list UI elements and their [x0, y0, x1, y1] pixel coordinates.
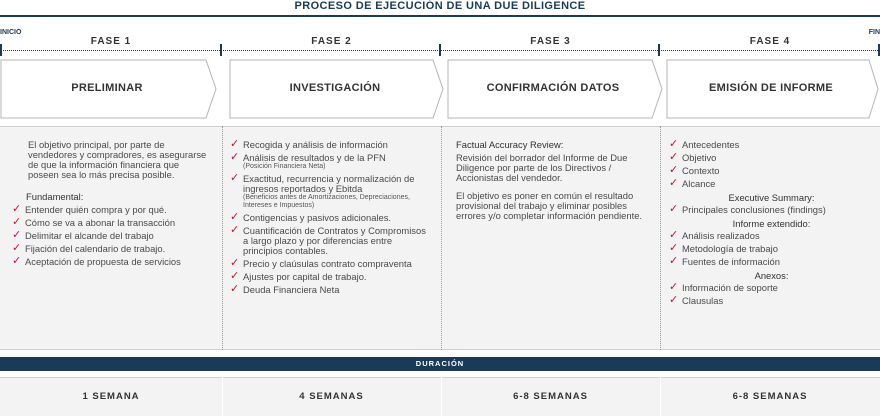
- list-item: ✓ Metodología de trabajo: [669, 242, 778, 254]
- list-item: ✓ Precio y claúsulas contrato compraventa: [230, 257, 412, 269]
- phase-4-duration: 6-8 SEMANAS: [732, 391, 808, 402]
- phase-1-name: PRELIMINAR: [71, 82, 143, 94]
- phase-3-paragraph-1: Revisión del borrador del Informe de Due Diligence por parte de los Directivos / Accionistas del vendedor.: [456, 152, 628, 183]
- check-icon: ✓: [669, 255, 679, 267]
- phase-1-header: FASE 1: [90, 36, 132, 47]
- check-icon: ✓: [12, 216, 22, 228]
- phase-3-paragraph-2: El objetivo es poner en común el resultado provisional del trabajo y eliminar posibles errores y/o completar información pendiente.: [456, 190, 643, 221]
- check-icon: ✓: [669, 294, 679, 306]
- list-item: ✓ Fijación del calendario de trabajo.: [12, 242, 166, 254]
- diagram-title: PROCESO DE EJECUCIÓN DE UNA DUE DILIGENCE: [294, 0, 586, 12]
- list-item: ✓ Delimitar el alcande del trabajo: [12, 229, 154, 241]
- phase-4-details: [669, 140, 874, 306]
- phase-4-name: EMISIÓN DE INFORME: [709, 82, 833, 94]
- check-icon: ✓: [669, 177, 679, 189]
- check-icon: ✓: [230, 138, 240, 150]
- list-item: ✓ Clausulas: [669, 294, 724, 306]
- check-icon: ✓: [669, 138, 679, 150]
- phase-2-name: INVESTIGACIÓN: [289, 82, 381, 94]
- phase-3-header: FASE 3: [530, 36, 571, 47]
- list-item: ✓ Información de soporte: [669, 281, 778, 293]
- list-item: ✓ Exactitud, recurrencia y normalización de ingresos reportados y Ebitda (Beneficios antes de Amortizaciones, Depreciaciones, Intereses e Impuestos): [230, 172, 415, 209]
- list-item: ✓ Contexto: [669, 164, 720, 176]
- list-item: ✓ Objetivo: [669, 151, 717, 163]
- list-item: ✓ Análisis de resultados y de la PFN (Posición Financiera Neta): [230, 151, 386, 170]
- list-item: ✓ Deuda Financiera Neta: [230, 283, 340, 295]
- list-item: ✓ Cómo se va a abonar la transacción: [12, 216, 176, 228]
- check-icon: ✓: [12, 203, 22, 215]
- list-item: ✓ Alcance: [669, 177, 716, 189]
- timeline-end-label: FIN: [868, 29, 880, 36]
- timeline-tick: [439, 44, 441, 56]
- check-icon: ✓: [669, 242, 679, 254]
- phase-4-section-title: Anexos:: [754, 270, 789, 281]
- list-item: ✓ Cuantificación de Contratos y Compromisos a largo plazo y por diferencias entre principios contables.: [230, 224, 426, 256]
- column-divider: [660, 126, 661, 350]
- timeline-tick: [0, 44, 2, 56]
- phase-4-header: FASE 4: [749, 36, 791, 47]
- check-icon: ✓: [230, 270, 240, 282]
- phase-3-details: [456, 140, 646, 221]
- phase-1-intro: El objetivo principal, por parte de vendedores y compradores, es asegurarse de que la información financiera que poseen sea lo más precisa posible.: [28, 139, 207, 180]
- check-icon: ✓: [230, 257, 240, 269]
- list-item: ✓ Recogida y análisis de información: [230, 138, 388, 150]
- list-item: ✓ Antecedentes: [669, 138, 740, 150]
- duration-bar: DURACIÓN: [0, 357, 880, 371]
- phase-4-section-title: Executive Summary:: [728, 192, 815, 203]
- check-icon: ✓: [230, 172, 240, 184]
- check-icon: ✓: [12, 229, 22, 241]
- check-icon: ✓: [669, 164, 679, 176]
- list-item: ✓ Fuentes de información: [669, 255, 780, 267]
- phase-1-details: [12, 140, 212, 267]
- list-item: ✓ Principales conclusiones (findings): [669, 203, 826, 215]
- list-item: ✓ Análisis realizados: [669, 229, 760, 241]
- phase-4-section-title: Informe extendido:: [732, 218, 811, 229]
- phase-2-header: FASE 2: [311, 36, 352, 47]
- check-icon: ✓: [230, 283, 240, 295]
- check-icon: ✓: [669, 281, 679, 293]
- list-item: ✓ Entender quién compra y por qué.: [12, 203, 167, 215]
- phase-2-duration: 4 SEMANAS: [299, 391, 364, 402]
- check-icon: ✓: [669, 151, 679, 163]
- check-icon: ✓: [230, 224, 240, 236]
- timeline-start-label: INICIO: [0, 29, 22, 36]
- phase-3-name: CONFIRMACIÓN DATOS: [486, 82, 620, 94]
- phase-3-heading: Factual Accuracy Review:: [456, 139, 564, 150]
- list-item: ✓ Ajustes por capital de trabajo.: [230, 270, 367, 282]
- check-icon: ✓: [12, 255, 22, 267]
- list-item: ✓ Contigencias y pasivos adicionales.: [230, 211, 391, 223]
- phase-1-duration: 1 SEMANA: [82, 391, 140, 402]
- phase-1-section-title: Fundamental:: [26, 191, 84, 202]
- check-icon: ✓: [669, 203, 679, 215]
- phase-2-details: [230, 140, 430, 295]
- timeline-tick: [658, 44, 660, 56]
- title-underline: [0, 15, 880, 17]
- list-item: ✓ Aceptación de propuesta de servicios: [12, 255, 181, 267]
- column-divider: [441, 126, 442, 350]
- check-icon: ✓: [669, 229, 679, 241]
- timeline-tick: [220, 44, 222, 56]
- column-divider: [222, 126, 223, 350]
- check-icon: ✓: [230, 151, 240, 163]
- check-icon: ✓: [230, 211, 240, 223]
- check-icon: ✓: [12, 242, 22, 254]
- phase-3-duration: 6-8 SEMANAS: [513, 391, 588, 402]
